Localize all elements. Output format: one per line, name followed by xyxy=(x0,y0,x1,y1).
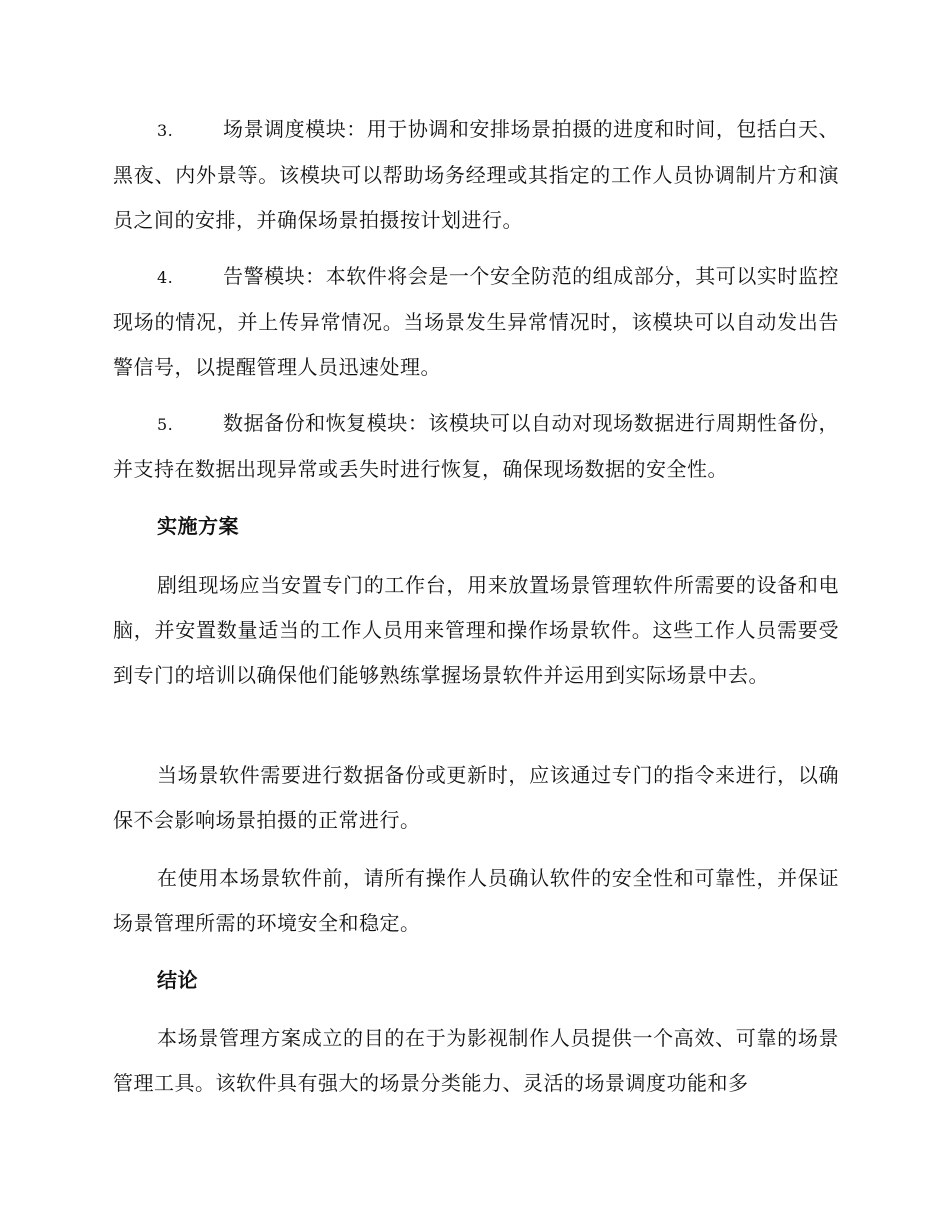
section-heading-conclusion: 结论 xyxy=(157,968,198,992)
paragraph: 本场景管理方案成立的目的在于为影视制作人员提供一个高效、可靠的场景管理工具。该软件具有强大的场景分类能力、灵活的场景调度功能和多 xyxy=(113,1026,839,1095)
list-item-text: 告警模块：本软件将会是一个安全防范的组成部分，其可以实时监控现场的情况，并上传异常情况。当场景发生异常情况时，该模块可以自动发出告警信号，以提醒管理人员迅速处理。 xyxy=(113,264,839,379)
paragraph: 当场景软件需要进行数据备份或更新时，应该通过专门的指令来进行，以确保不会影响场景拍摄的正常进行。 xyxy=(113,763,839,832)
paragraph: 剧组现场应当安置专门的工作台，用来放置场景管理软件所需要的设备和电脑，并安置数量适当的工作人员用来管理和操作场景软件。这些工作人员需要受到专门的培训以确保他们能够熟练掌握场景软件并运用到实际场景中去。 xyxy=(113,573,839,687)
list-number: 4. xyxy=(157,268,174,287)
section-heading-implementation: 实施方案 xyxy=(157,514,239,538)
paragraph: 在使用本场景软件前，请所有操作人员确认软件的安全性和可靠性，并保证场景管理所需的环境安全和稳定。 xyxy=(113,866,839,935)
list-item-4 xyxy=(113,254,839,390)
list-number: 3. xyxy=(157,121,174,140)
list-item-text: 数据备份和恢复模块：该模块可以自动对现场数据进行周期性备份，并支持在数据出现异常或丢失时进行恢复，确保现场数据的安全性。 xyxy=(113,411,839,481)
list-item-text: 场景调度模块：用于协调和安排场景拍摄的进度和时间，包括白天、黑夜、内外景等。该模块可以帮助场务经理或其指定的工作人员协调制片方和演员之间的安排，并确保场景拍摄按计划进行。 xyxy=(113,117,839,232)
list-number: 5. xyxy=(157,415,174,434)
list-item-5 xyxy=(113,401,839,492)
list-item-3 xyxy=(113,107,839,243)
